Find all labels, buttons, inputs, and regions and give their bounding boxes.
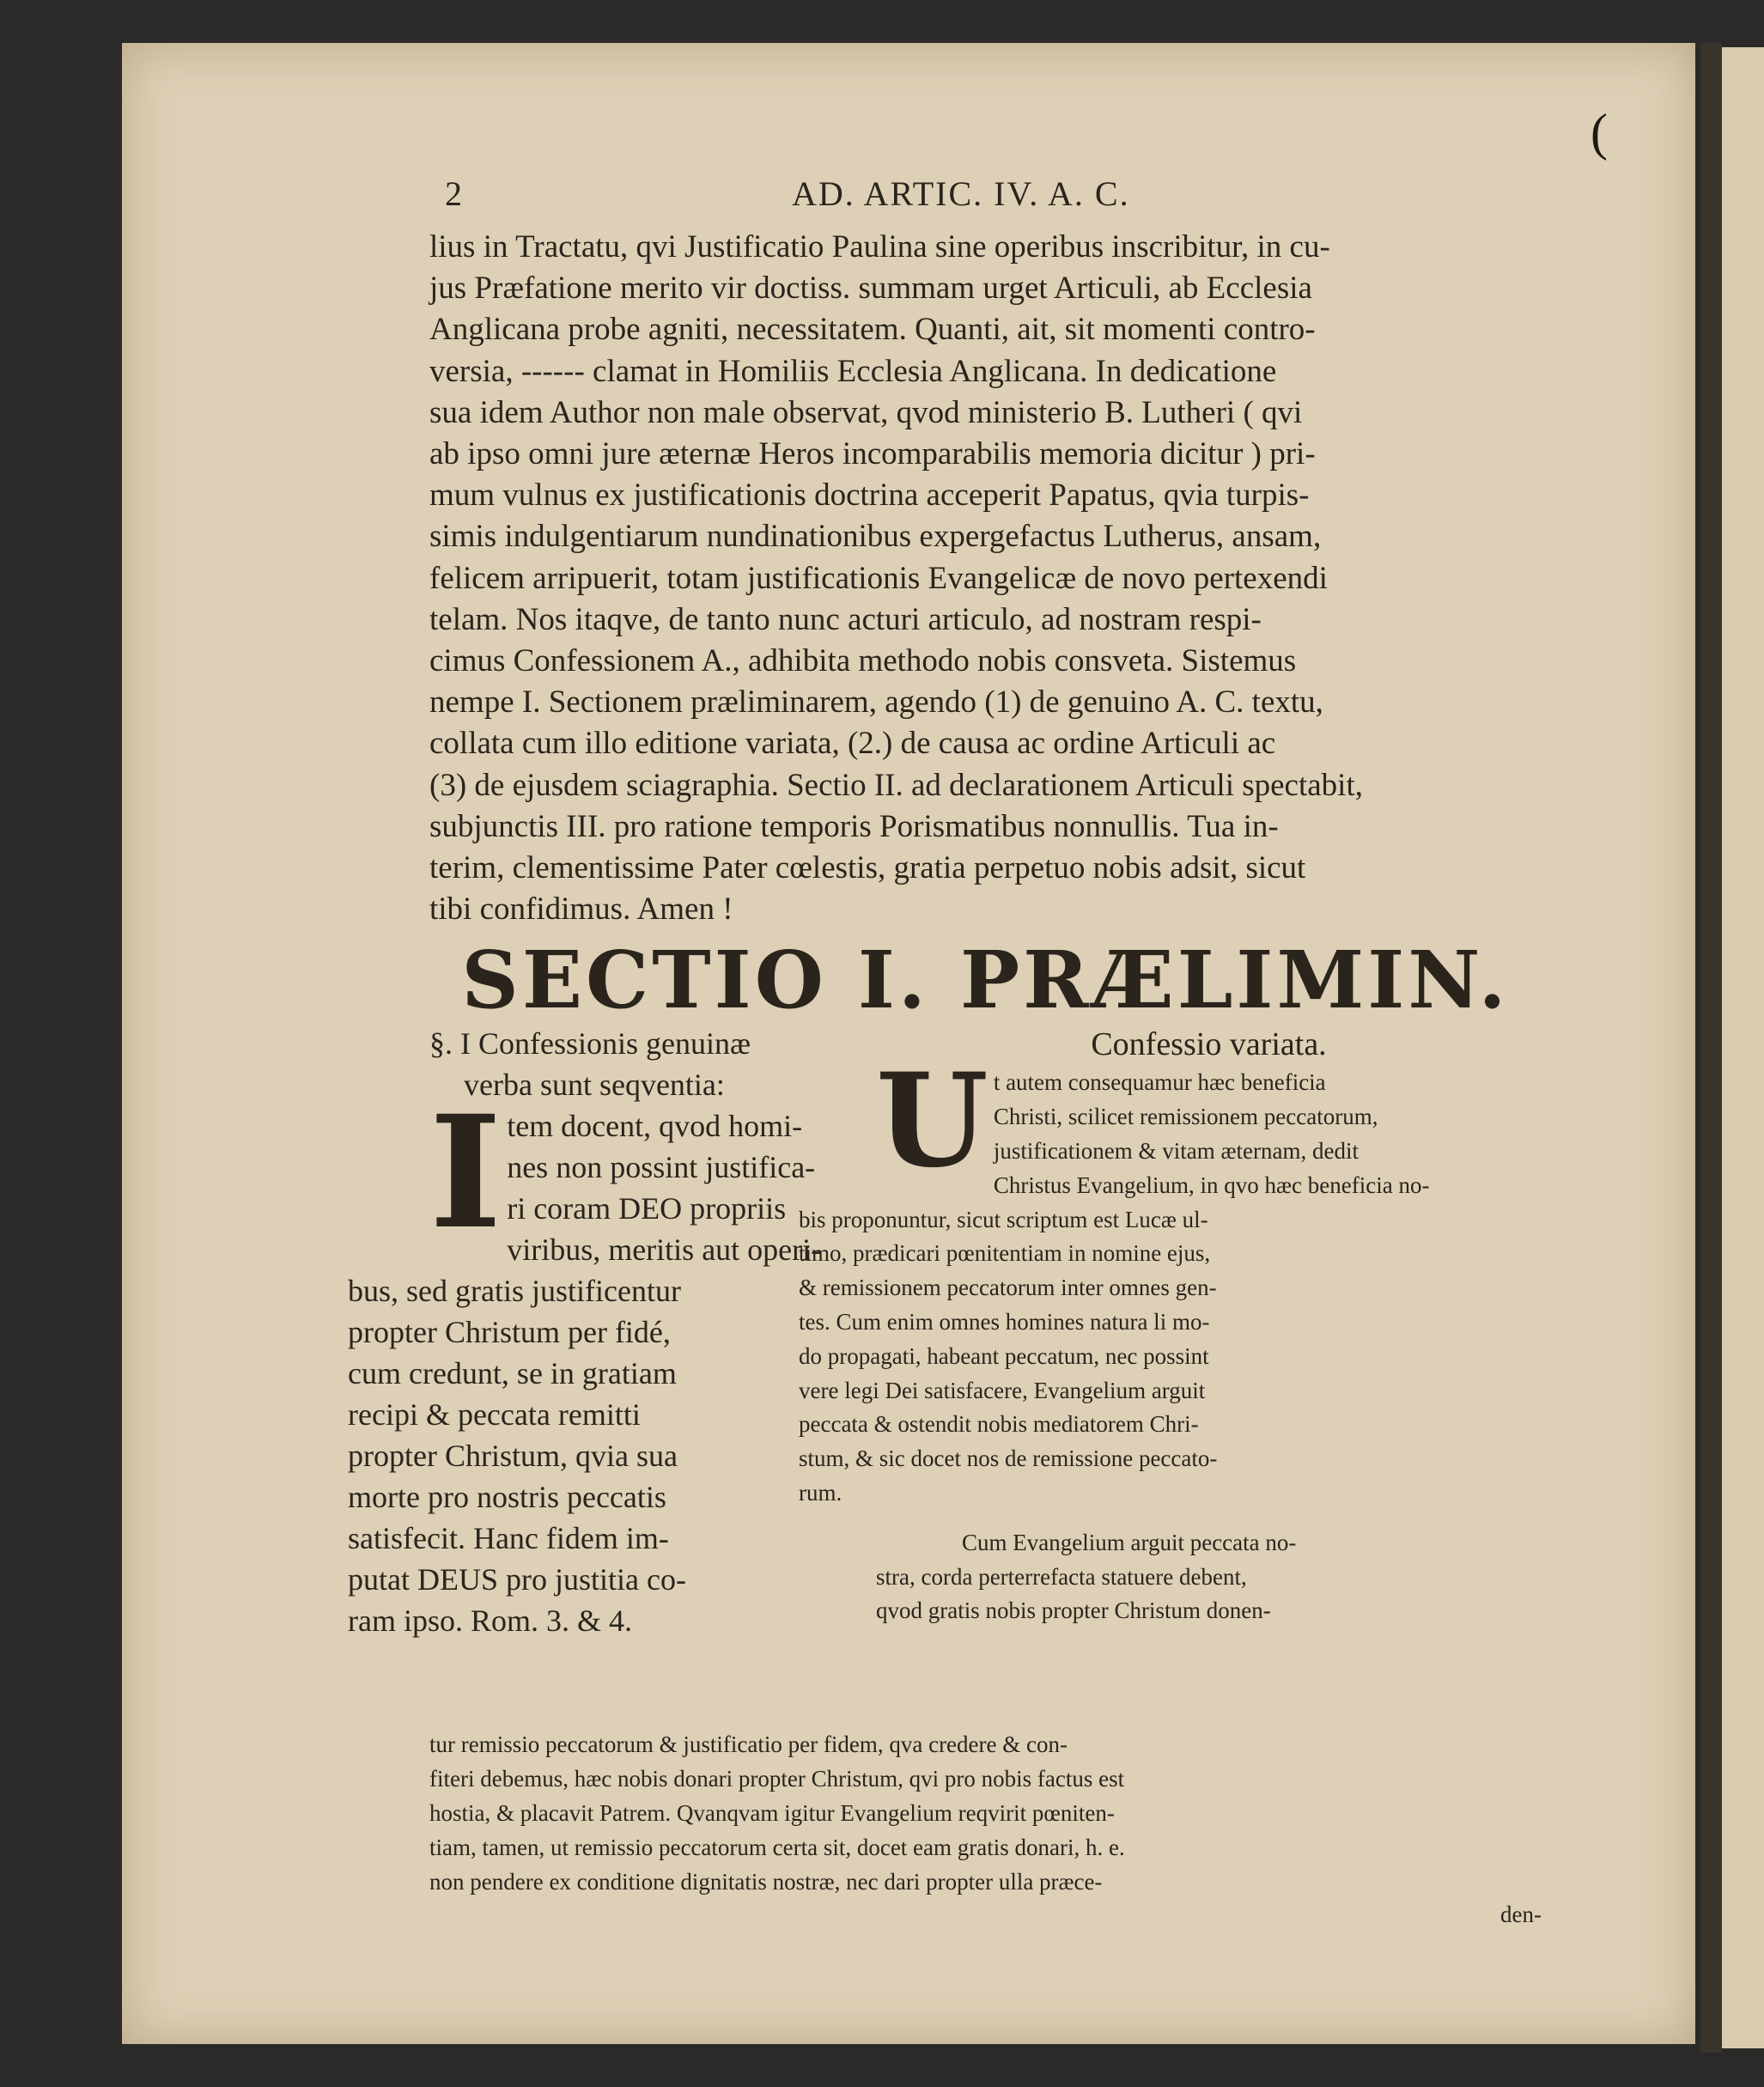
text-line: viribus, meritis aut operi-	[507, 1232, 822, 1268]
facing-page-edge	[1722, 47, 1764, 2048]
column-variata-heading: Confessio variata.	[1091, 1026, 1327, 1063]
text-line: rum.	[799, 1480, 842, 1506]
running-title: AD. ARTIC. IV. A. C.	[792, 174, 1130, 213]
text-line: §. I Confessionis genuinæ	[429, 1026, 751, 1062]
text-line: ri coram DEO propriis	[507, 1191, 787, 1226]
dropcap-right: U	[876, 1045, 988, 1197]
text-line: telam. Nos itaqve, de tanto nunc acturi articulo, ad nostram respi-	[429, 601, 1262, 637]
text-line: & remissionem peccatorum inter omnes gen-	[799, 1275, 1217, 1301]
text-line: t autem consequamur hæc beneficia	[993, 1069, 1326, 1096]
text-line: nes non possint justifica-	[507, 1150, 816, 1185]
text-line: mum vulnus ex justificationis doctrina acceperit Papatus, qvia turpis-	[429, 478, 1310, 514]
parallel-columns	[348, 1023, 1542, 1727]
text-line: felicem arripuerit, totam justificationis Evangelicæ de novo pertexendi	[429, 560, 1328, 596]
text-line: tiam, tamen, ut remissio peccatorum certa sit, docet eam gratis donari, h. e.	[429, 1834, 1125, 1861]
text-line: subjunctis III. pro ratione temporis Porismatibus nonnullis. Tua in-	[429, 808, 1279, 844]
page-number: 2	[445, 174, 462, 213]
column-genuine-heading	[429, 1023, 859, 1105]
text-line: peccata & ostendit nobis mediatorem Chri-	[799, 1411, 1199, 1438]
text-line: Christus Evangelium, in qvo hæc beneficia no-	[993, 1171, 1430, 1198]
text-line: nempe I. Sectionem præliminarem, agendo (1) de genuino A. C. textu,	[429, 685, 1323, 721]
text-line: verba sunt seqventia:	[464, 1068, 725, 1103]
text-line: morte pro nostris peccatis	[348, 1480, 666, 1515]
text-line: Christi, scilicet remissionem peccatorum,	[993, 1104, 1378, 1130]
text-line: hostia, & placavit Patrem. Qvanqvam igitur Evangelium reqvirit pœniten-	[429, 1800, 1115, 1827]
text-line: propter Christum per fidé,	[348, 1315, 671, 1350]
bottom-paragraph	[429, 1727, 1542, 1899]
text-line: ab ipso omni jure æternæ Heros incomparabilis memoria dicitur ) pri-	[429, 436, 1316, 472]
section-title: SECTIO I. PRÆLIMIN.	[461, 934, 1510, 1027]
text-line: versia, ------ clamat in Homiliis Ecclesia Anglicana. In dedicatione	[429, 353, 1277, 389]
column-variata-paragraph-2	[876, 1526, 1542, 1628]
column-genuine	[348, 1023, 859, 1641]
text-line: jus Præfatione merito vir doctiss. summam urget Articuli, ab Ecclesia	[429, 271, 1312, 307]
text-line: non pendere ex conditione dignitatis nostræ, nec dari propter ulla præce-	[429, 1869, 1103, 1895]
text-line: cum credunt, se in gratiam	[348, 1356, 677, 1391]
text-line: ram ipso. Rom. 3. & 4.	[348, 1603, 632, 1639]
text-line: (3) de ejusdem sciagraphia. Sectio II. ad declarationem Articuli spectabit,	[429, 767, 1363, 803]
column-variata	[799, 1023, 1542, 1628]
text-line: propter Christum, qvia sua	[348, 1439, 678, 1474]
book-gutter	[1700, 43, 1722, 2053]
catchword: den-	[1500, 1901, 1542, 1928]
text-line: putat DEUS pro justitia co-	[348, 1562, 686, 1597]
text-line: timo, prædicari pœnitentiam in nomine ejus,	[799, 1240, 1211, 1267]
text-line: sua idem Author non male observat, qvod ministerio B. Lutheri ( qvi	[429, 394, 1303, 430]
text-line: tibi confidimus. Amen !	[429, 891, 733, 928]
text-line: recipi & peccata remitti	[348, 1397, 641, 1433]
text-line: tes. Cum enim omnes homines natura li mo-	[799, 1309, 1210, 1336]
dropcap-left: I	[429, 1082, 502, 1264]
text-line: Anglicana probe agniti, necessitatem. Quanti, ait, sit momenti contro-	[429, 312, 1316, 348]
text-line: stum, & sic docet nos de remissione peccato-	[799, 1445, 1218, 1472]
text-line: fiteri debemus, hæc nobis donari propter Christum, qvi pro nobis factus est	[429, 1766, 1125, 1792]
text-line: terim, clementissime Pater cœlestis, gratia perpetuo nobis adsit, sicut	[429, 850, 1306, 886]
text-line: justificationem & vitam æternam, dedit	[993, 1138, 1359, 1165]
text-line: cimus Confessionem A., adhibita methodo nobis consveta. Sistemus	[429, 643, 1297, 679]
text-line: do propagati, habeant peccatum, nec possint	[799, 1342, 1209, 1369]
text-line: satisfecit. Hanc fidem im-	[348, 1521, 669, 1556]
margin-mark: (	[1591, 104, 1608, 161]
text-line: simis indulgentiarum nundinationibus expergefactus Lutherus, ansam,	[429, 519, 1322, 555]
text-line: bis proponuntur, sicut scriptum est Lucæ ul-	[799, 1206, 1208, 1232]
running-head	[429, 172, 1542, 227]
text-line: stra, corda perterrefacta statuere debent,	[876, 1563, 1247, 1590]
text-block	[348, 172, 1542, 1930]
intro-paragraph	[429, 227, 1542, 930]
text-line: collata cum illo editione variata, (2.) de causa ac ordine Articuli ac	[429, 726, 1276, 762]
text-line: Cum Evangelium arguit peccata no-	[962, 1529, 1297, 1555]
text-line: bus, sed gratis justificentur	[348, 1274, 681, 1309]
text-line: tem docent, qvod homi-	[507, 1109, 803, 1144]
text-line: lius in Tractatu, qvi Justificatio Paulina sine operibus inscribitur, in cu-	[429, 229, 1330, 265]
text-line: tur remissio peccatorum & justificatio per fidem, qva credere & con-	[429, 1731, 1068, 1758]
text-line: vere legi Dei satisfacere, Evangelium arguit	[799, 1377, 1206, 1403]
text-line: qvod gratis nobis propter Christum donen-	[876, 1597, 1271, 1624]
